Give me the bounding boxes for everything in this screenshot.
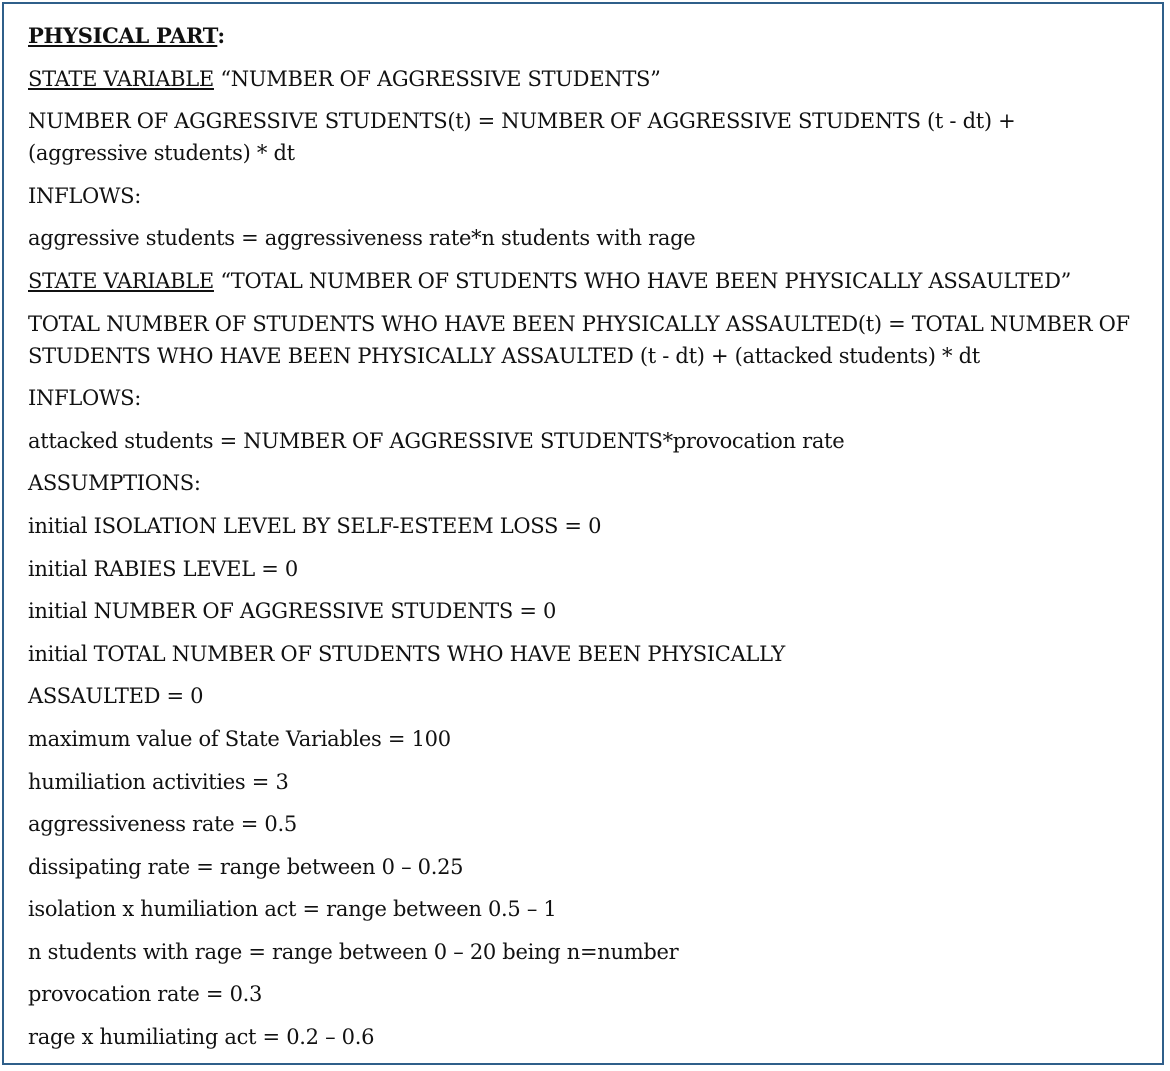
state-variable-2-inflows-label: INFLOWS: [28,386,142,411]
heading-label: PHYSICAL PART [28,23,218,48]
assumption-item: n students with rage = range between 0 – 20 being n=number [28,939,679,964]
heading-colon: : [217,23,225,48]
assumption-item: initial RABIES LEVEL = 0 [28,556,298,581]
assumption-item: rage x humiliating act = 0.2 – 0.6 [28,1025,375,1050]
assumption-item: isolation x humiliation act = range between 0.5 – 1 [28,897,557,922]
assumption-item: initial TOTAL NUMBER OF STUDENTS WHO HAVE BEEN PHYSICALLY [28,641,785,666]
state-variable-1-inflows-label: INFLOWS: [28,183,142,208]
state-variable-name: “TOTAL NUMBER OF STUDENTS WHO HAVE BEEN PHYSICALLY ASSAULTED” [213,268,1072,293]
state-variable-2-inflow: attacked students = NUMBER OF AGGRESSIVE STUDENTS*provocation rate [28,428,845,453]
assumption-item: maximum value of State Variables = 100 [28,726,451,751]
section-heading [28,20,1158,52]
assumptions-label: ASSUMPTIONS: [28,471,201,496]
state-variable-label: STATE VARIABLE [28,66,214,91]
state-variable-1-title [28,63,1158,95]
assumption-item: dissipating rate = range between 0 – 0.25 [28,854,464,879]
document-frame [2,2,1164,1065]
assumption-item: humiliation activities = 3 [28,769,289,794]
assumption-item: initial ISOLATION LEVEL BY SELF-ESTEEM LOSS = 0 [28,513,602,538]
assumption-item: provocation rate = 0.3 [28,982,263,1007]
document-content [28,20,1158,1064]
assumption-item: initial NUMBER OF AGGRESSIVE STUDENTS = 0 [28,599,557,624]
state-variable-1-equation: NUMBER OF AGGRESSIVE STUDENTS(t) = NUMBER OF AGGRESSIVE STUDENTS (t - dt) + (aggressive students) * dt [28,109,1016,166]
state-variable-name: “NUMBER OF AGGRESSIVE STUDENTS” [213,66,661,91]
state-variable-2-equation: TOTAL NUMBER OF STUDENTS WHO HAVE BEEN PHYSICALLY ASSAULTED(t) = TOTAL NUMBER OF STUDENTS WHO HAVE BEEN PHYSICALLY ASSAULTED (t - dt) + (attacked students) * dt [28,311,1130,368]
assumption-item: ASSAULTED = 0 [28,684,204,709]
assumption-item: aggressiveness rate = 0.5 [28,812,297,837]
state-variable-1-inflow: aggressive students = aggressiveness rate*n students with rage [28,226,696,251]
state-variable-2-title [28,265,1158,297]
state-variable-label: STATE VARIABLE [28,268,214,293]
